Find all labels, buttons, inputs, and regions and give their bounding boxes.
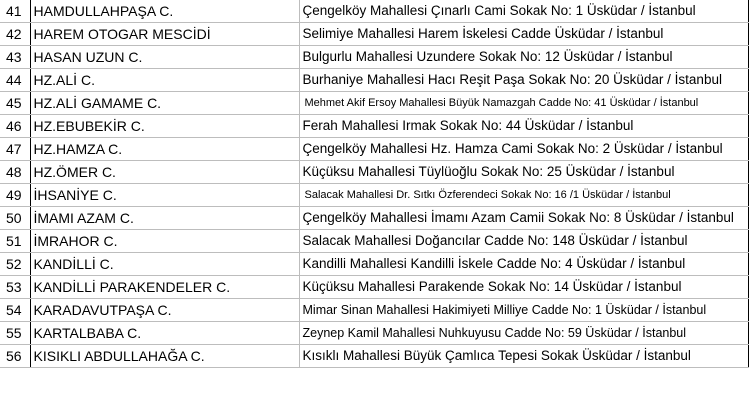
address-cell[interactable]: Kandilli Mahallesi Kandilli İskele Cadde No: 4 Üsküdar / İstanbul (299, 253, 749, 276)
table-row (0, 299, 749, 322)
table-row (0, 276, 749, 299)
row-number-cell[interactable]: 45 (0, 92, 30, 115)
row-number-cell[interactable]: 50 (0, 207, 30, 230)
mosque-name-cell[interactable]: HZ.ÖMER C. (30, 161, 299, 184)
row-number-cell[interactable]: 44 (0, 69, 30, 92)
row-number-cell[interactable]: 41 (0, 0, 30, 23)
mosque-name-cell[interactable]: HAREM OTOGAR MESCİDİ (30, 23, 299, 46)
table-row (0, 115, 749, 138)
row-number-cell[interactable]: 56 (0, 345, 30, 368)
table-row (0, 92, 749, 115)
address-cell[interactable]: Küçüksu Mahallesi Tüylüoğlu Sokak No: 25 Üsküdar / İstanbul (299, 161, 749, 184)
mosque-name-cell[interactable]: HZ.EBUBEKİR C. (30, 115, 299, 138)
row-number-cell[interactable]: 42 (0, 23, 30, 46)
table-row (0, 345, 749, 368)
address-cell[interactable]: Selimiye Mahallesi Harem İskelesi Cadde Üsküdar / İstanbul (299, 23, 749, 46)
address-cell[interactable]: Bulgurlu Mahallesi Uzundere Sokak No: 12 Üsküdar / İstanbul (299, 46, 749, 69)
row-number-cell[interactable]: 52 (0, 253, 30, 276)
row-number-cell[interactable]: 55 (0, 322, 30, 345)
mosque-name-cell[interactable]: HZ.HAMZA C. (30, 138, 299, 161)
mosque-name-cell[interactable]: KARADAVUTPAŞA C. (30, 299, 299, 322)
mosque-name-cell[interactable]: İHSANİYE C. (30, 184, 299, 207)
mosque-name-cell[interactable]: HZ.ALİ C. (30, 69, 299, 92)
table-row (0, 230, 749, 253)
address-cell[interactable]: Mehmet Akif Ersoy Mahallesi Büyük Namazgah Cadde No: 41 Üsküdar / İstanbul (299, 92, 749, 115)
mosque-name-cell[interactable]: İMRAHOR C. (30, 230, 299, 253)
table-row (0, 207, 749, 230)
mosque-name-cell[interactable]: HAMDULLAHPAŞA C. (30, 0, 299, 23)
address-cell[interactable]: Salacak Mahallesi Dr. Sıtkı Özferendeci Sokak No: 16 /1 Üsküdar / İstanbul (299, 184, 749, 207)
table-row (0, 161, 749, 184)
row-number-cell[interactable]: 51 (0, 230, 30, 253)
address-cell[interactable]: Mimar Sinan Mahallesi Hakimiyeti Milliye Cadde No: 1 Üsküdar / İstanbul (299, 299, 749, 322)
mosque-name-cell[interactable]: KANDİLLİ C. (30, 253, 299, 276)
address-cell[interactable]: Ferah Mahallesi Irmak Sokak No: 44 Üsküdar / İstanbul (299, 115, 749, 138)
address-cell[interactable]: Küçüksu Mahallesi Parakende Sokak No: 14 Üsküdar / İstanbul (299, 276, 749, 299)
mosque-name-cell[interactable]: KARTALBABA C. (30, 322, 299, 345)
table-row (0, 23, 749, 46)
address-cell[interactable]: Salacak Mahallesi Doğancılar Cadde No: 148 Üsküdar / İstanbul (299, 230, 749, 253)
address-cell[interactable]: Çengelköy Mahallesi İmamı Azam Camii Sokak No: 8 Üsküdar / İstanbul (299, 207, 749, 230)
row-number-cell[interactable]: 47 (0, 138, 30, 161)
mosque-name-cell[interactable]: KANDİLLİ PARAKENDELER C. (30, 276, 299, 299)
table-row (0, 322, 749, 345)
address-cell[interactable]: Kısıklı Mahallesi Büyük Çamlıca Tepesi Sokak Üsküdar / İstanbul (299, 345, 749, 368)
mosque-name-cell[interactable]: HASAN UZUN C. (30, 46, 299, 69)
table-row (0, 0, 749, 23)
mosque-name-cell[interactable]: İMAMI AZAM C. (30, 207, 299, 230)
mosque-name-cell[interactable]: KISIKLI ABDULLAHAĞA C. (30, 345, 299, 368)
table-row (0, 184, 749, 207)
row-number-cell[interactable]: 48 (0, 161, 30, 184)
row-number-cell[interactable]: 43 (0, 46, 30, 69)
table-row (0, 253, 749, 276)
row-number-cell[interactable]: 49 (0, 184, 30, 207)
row-number-cell[interactable]: 53 (0, 276, 30, 299)
address-cell[interactable]: Burhaniye Mahallesi Hacı Reşit Paşa Sokak No: 20 Üsküdar / İstanbul (299, 69, 749, 92)
address-cell[interactable]: Çengelköy Mahallesi Çınarlı Cami Sokak No: 1 Üsküdar / İstanbul (299, 0, 749, 23)
table-row (0, 46, 749, 69)
address-cell[interactable]: Çengelköy Mahallesi Hz. Hamza Cami Sokak No: 2 Üsküdar / İstanbul (299, 138, 749, 161)
address-cell[interactable]: Zeynep Kamil Mahallesi Nuhkuyusu Cadde No: 59 Üsküdar / İstanbul (299, 322, 749, 345)
row-number-cell[interactable]: 46 (0, 115, 30, 138)
row-number-cell[interactable]: 54 (0, 299, 30, 322)
table-row (0, 69, 749, 92)
mosque-name-cell[interactable]: HZ.ALİ GAMAME C. (30, 92, 299, 115)
table-row (0, 138, 749, 161)
